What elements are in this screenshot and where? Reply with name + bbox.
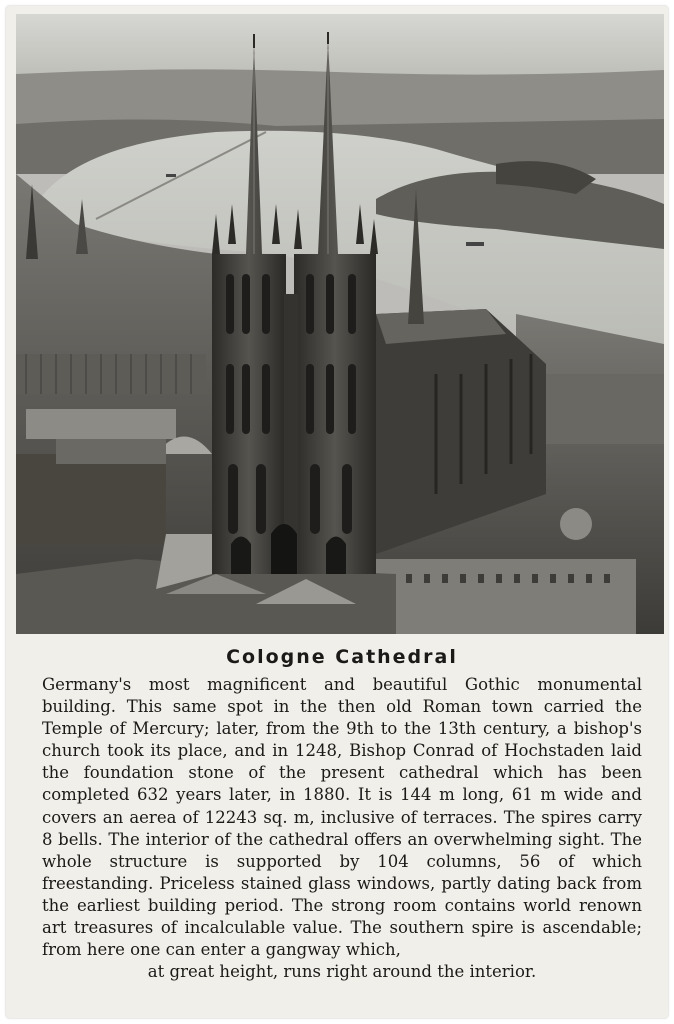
caption-body-last-line: at great height, runs right around the interior. [147, 962, 537, 982]
station-roof [16, 354, 206, 394]
boat [466, 242, 484, 246]
side-portal [231, 537, 251, 575]
building-block [536, 374, 664, 444]
station-hall [26, 409, 176, 439]
cathedral-photo [16, 14, 664, 634]
building-roof [56, 439, 166, 464]
building-row [376, 559, 636, 634]
cathedral-illustration [16, 14, 664, 634]
building-block [16, 454, 166, 544]
dome [560, 508, 592, 540]
caption-title: Cologne Cathedral [226, 646, 458, 668]
main-portal [271, 524, 297, 574]
caption-body [42, 674, 642, 983]
boat [166, 174, 176, 177]
side-portal [326, 537, 346, 575]
caption [42, 646, 642, 983]
caption-body-text: Germany's most magnificent and beautiful Gothic monumental building. This same spot in the then old Roman town carried the Temple of Mercury; later, from the 9th to the 13th century, a bishop's church took its place, and in 1248, Bishop Conrad of Hochstaden laid the foundation stone of the present cathedral which has been completed 632 years later, in 1880. It is 144 m long, 61 m wide and covers an aerea of 12243 sq. m, inclusive of terraces. The spires carry 8 bells. The interior of the cathedral offers an overwhelming sight. The whole structure is supported by 104 columns, 56 of which freestanding. Priceless stained glass windows, partly dating back from the earliest building period. The strong room contains world renown art treasures of incalculable value. The southern spire is ascendable; from here one can enter a gangway which, [42, 675, 642, 960]
postcard [6, 6, 668, 1018]
